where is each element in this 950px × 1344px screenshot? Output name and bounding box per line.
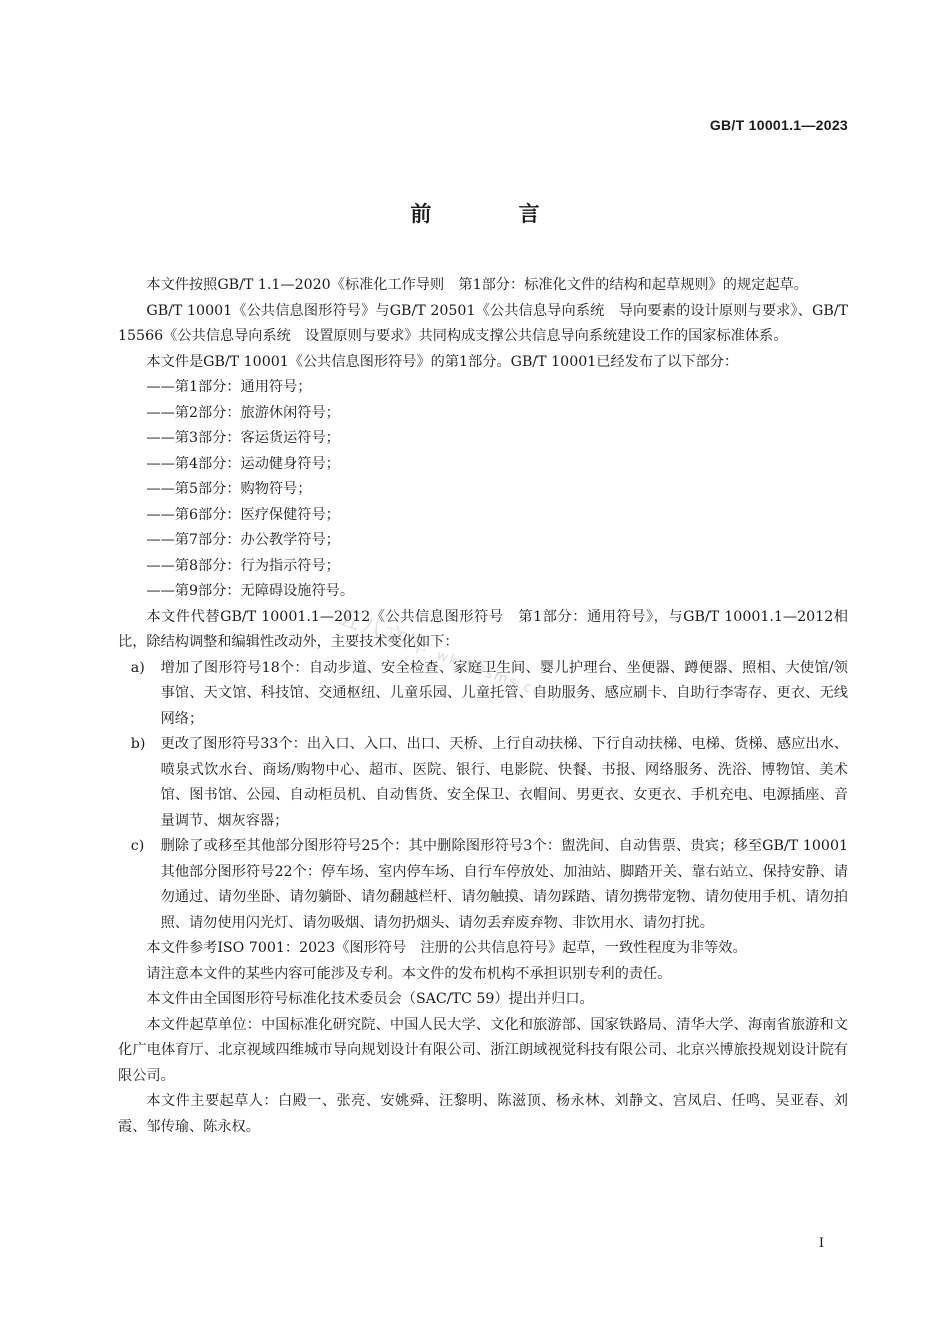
paragraph-iso-reference: 本文件参考ISO 7001：2023《图形符号 注册的公共信息符号》起草，一致性程度为非等效。 (146, 940, 747, 956)
list-item-part-9: ——第9部分：无障碍设施符号。 (146, 583, 355, 599)
change-item-c (118, 834, 848, 936)
change-text-c: 删除了或移至其他部分图形符号25个：其中删除图形符号3个：盥洗间、自动售票、贵宾；移至GB/T 10001其他部分图形符号22个：停车场、室内停车场、自行车停放处、加油站、脚踏开关、靠右站立、保持安静、请勿通过、请勿坐卧、请勿躺卧、请勿翻越栏杆、请勿触摸、请勿踩踏、请勿携带宠物、请勿使用手机、请勿拍照、请勿使用闪光灯、请勿吸烟、请勿扔烟头、请勿丢弃废弃物、非饮用水、请勿打扰。 (160, 838, 848, 931)
list-item-part-5: ——第5部分：购物符号； (146, 481, 312, 497)
change-item-b (118, 732, 848, 834)
list-item-part-4: ——第4部分：运动健身符号； (146, 455, 340, 472)
standard-number: GB/T 10001.1—2023 (709, 117, 848, 133)
paragraph-standard-system: GB/T 10001《公共信息图形符号》与GB/T 20501《公共信息导向系统 导向要素的设计原则与要求》、GB/T 15566《公共信息导向系统 设置原则与要求》共同构成支撑公共信息导向系统建设工作的国家标准体系。 (118, 302, 848, 344)
list-item-part-3: ——第3部分：客运货运符号； (146, 430, 340, 446)
change-marker-b: b) (130, 736, 146, 752)
paragraph-committee: 本文件由全国图形符号标准化技术委员会（SAC/TC 59）提出并归口。 (146, 991, 594, 1007)
list-item-part-7: ——第7部分：办公教学符号； (146, 532, 340, 548)
change-text-b: 更改了图形符号33个：出入口、入口、出口、天桥、上行自动扶梯、下行自动扶梯、电梯、货梯、感应出水、喷泉式饮水台、商场/购物中心、超市、医院、银行、电影院、快餐、书报、网络服务、洗浴、博物馆、美术馆、图书馆、公园、自动柜员机、自动售货、安全保卫、衣帽间、男更衣、女更衣、手机充电、电源插座、音量调节、烟灰容器； (160, 736, 848, 829)
paragraph-drafting-units: 本文件起草单位：中国标准化研究院、中国人民大学、文化和旅游部、国家铁路局、清华大学、海南省旅游和文化广电体育厅、北京视域四维城市导向规划设计有限公司、浙江朗域视觉科技有限公司、北京兴博旅投规划设计院有限公司。 (118, 1016, 848, 1084)
change-marker-a: a) (130, 659, 145, 676)
paragraph-drafting-rules: 本文件按照GB/T 1.1—2020《标准化工作导则 第1部分：标准化文件的结构和起草规则》的规定起草。 (146, 277, 808, 293)
foreword-body (118, 273, 848, 1140)
list-item-part-1: ——第1部分：通用符号； (146, 379, 312, 395)
watermark-sub: wk.58sms.com (434, 647, 561, 707)
paragraph-drafters: 本文件主要起草人：白殿一、张亮、安姚舜、汪黎明、陈滋顶、杨永林、刘静文、宫凤启、任鸣、吴亚春、刘霞、邹传瑜、陈永权。 (118, 1093, 848, 1135)
watermark-main: 五八文库 (334, 604, 434, 662)
list-item-part-6: ——第6部分：医疗保健符号； (146, 506, 340, 523)
change-text-a: 增加了图形符号18个：自动步道、安全检查、家庭卫生间、婴儿护理台、坐便器、蹲便器、照相、大使馆/领事馆、天文馆、科技馆、交通枢纽、儿童乐园、儿童托管、自助服务、感应刷卡、自助行李寄存、更衣、无线网络； (160, 659, 848, 727)
page-title: 前 言 (410, 202, 580, 226)
paragraph-patent-notice: 请注意本文件的某些内容可能涉及专利。本文件的发布机构不承担识别专利的责任。 (146, 965, 672, 982)
paragraph-replacement: 本文件代替GB/T 10001.1—2012《公共信息图形符号 第1部分：通用符号》，与GB/T 10001.1—2012相比，除结构调整和编辑性改动外，主要技术变化如下： (118, 608, 848, 650)
paragraph-parts-intro: 本文件是GB/T 10001《公共信息图形符号》的第1部分。GB/T 10001已经发布了以下部分： (146, 353, 739, 370)
list-item-part-2: ——第2部分：旅游休闲符号； (146, 404, 340, 421)
list-item-part-8: ——第8部分：行为指示符号； (146, 557, 340, 574)
change-marker-c: c) (130, 838, 145, 854)
page-number: I (818, 1236, 824, 1251)
